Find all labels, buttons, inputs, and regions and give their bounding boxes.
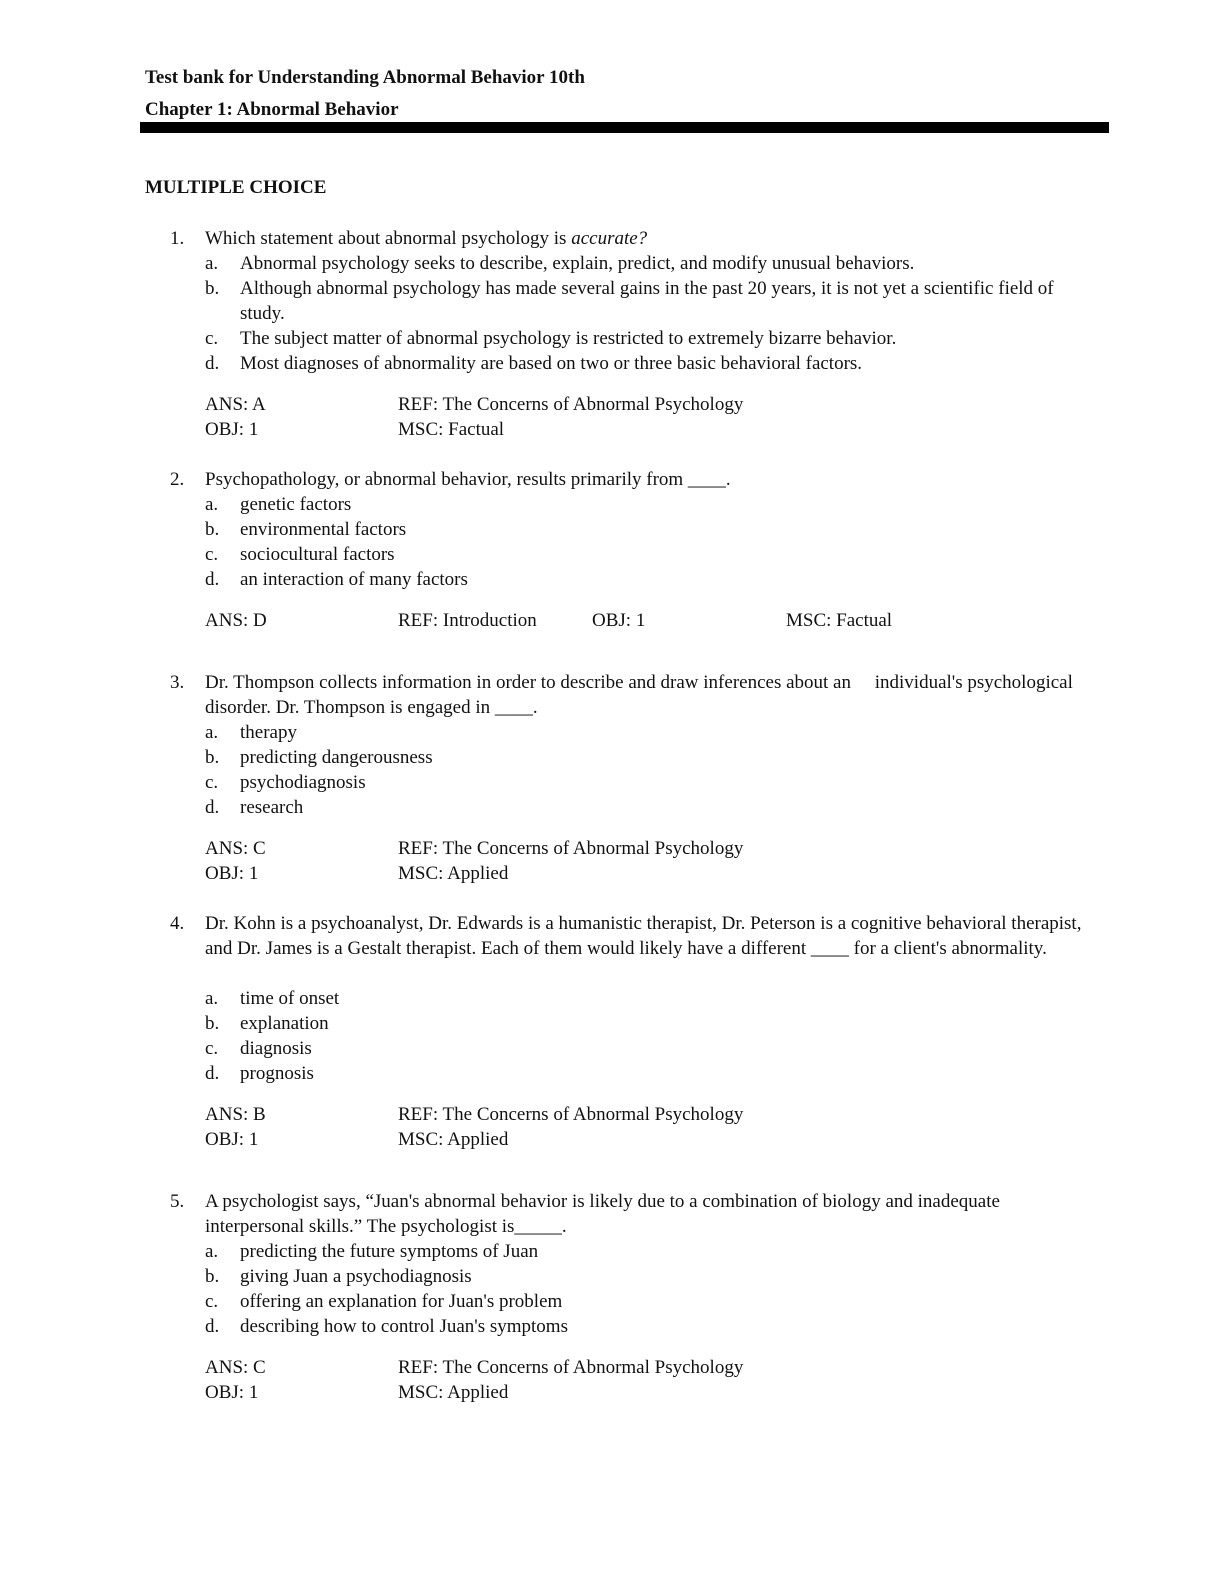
metadata-row bbox=[205, 836, 1085, 861]
answer-metadata bbox=[205, 836, 1085, 886]
reference: REF: The Concerns of Abnormal Psychology bbox=[398, 1104, 744, 1125]
answer-options bbox=[205, 1239, 1085, 1339]
question-type: MSC: Applied bbox=[398, 1129, 509, 1150]
option-text: Although abnormal psychology has made several gains in the past 20 years, it is not yet a scientific field of study. bbox=[240, 278, 1054, 324]
option-d bbox=[205, 795, 1085, 820]
objective: OBJ: 1 bbox=[205, 863, 259, 884]
answer-metadata bbox=[205, 608, 1085, 633]
option-a bbox=[205, 492, 1085, 517]
option-b bbox=[205, 517, 1085, 542]
option-letter: c. bbox=[205, 1291, 219, 1312]
option-letter: c. bbox=[205, 1038, 219, 1059]
option-text: explanation bbox=[240, 1013, 329, 1034]
option-d bbox=[205, 567, 1085, 592]
option-letter: a. bbox=[205, 1241, 219, 1262]
question-stem: Dr. Thompson collects information in order to describe and draw inferences about an individual's psychological disorder. Dr. Thompson is engaged in ____. bbox=[205, 672, 1078, 718]
question-stem: Dr. Kohn is a psychoanalyst, Dr. Edwards is a humanistic therapist, Dr. Peterson is a cognitive behavioral therapist, and Dr. James is a Gestalt therapist. Each of them would likely have a different ____ for a client's abnormality. bbox=[205, 913, 1082, 959]
answer-options bbox=[205, 492, 1085, 592]
option-letter: b. bbox=[205, 1266, 220, 1287]
section-heading: MULTIPLE CHOICE bbox=[145, 177, 327, 198]
option-text: prognosis bbox=[240, 1063, 314, 1084]
option-c bbox=[205, 542, 1085, 567]
question-stem-emphasis: accurate? bbox=[571, 228, 648, 249]
option-text: Abnormal psychology seeks to describe, explain, predict, and modify unusual behaviors. bbox=[240, 253, 915, 274]
answer-metadata bbox=[205, 1102, 1085, 1152]
option-b bbox=[205, 276, 1085, 326]
option-text: research bbox=[240, 797, 304, 818]
objective: OBJ: 1 bbox=[205, 419, 259, 440]
reference: REF: The Concerns of Abnormal Psychology bbox=[398, 838, 744, 859]
option-letter: b. bbox=[205, 1013, 220, 1034]
option-text: an interaction of many factors bbox=[240, 569, 468, 590]
option-text: psychodiagnosis bbox=[240, 772, 366, 793]
option-letter: a. bbox=[205, 253, 219, 274]
option-d bbox=[205, 1061, 1085, 1086]
option-c bbox=[205, 1289, 1085, 1314]
metadata-row bbox=[205, 1127, 1085, 1152]
option-c bbox=[205, 770, 1085, 795]
question-stem-text: Which statement about abnormal psychology is bbox=[205, 228, 572, 249]
answer-key: ANS: D bbox=[205, 610, 267, 631]
option-letter: d. bbox=[205, 569, 220, 590]
option-b bbox=[205, 1264, 1085, 1289]
option-d bbox=[205, 351, 1085, 376]
option-text: therapy bbox=[240, 722, 297, 743]
option-letter: c. bbox=[205, 544, 219, 565]
question-type: MSC: Factual bbox=[786, 610, 893, 631]
option-a bbox=[205, 251, 1085, 276]
option-text: predicting dangerousness bbox=[240, 747, 433, 768]
answer-key: ANS: C bbox=[205, 838, 266, 859]
question-number: 5. bbox=[170, 1191, 185, 1212]
title-divider bbox=[140, 122, 1109, 133]
option-text: time of onset bbox=[240, 988, 340, 1009]
metadata-row bbox=[205, 417, 1085, 442]
question-number: 1. bbox=[170, 228, 185, 249]
option-letter: a. bbox=[205, 494, 219, 515]
answer-metadata bbox=[205, 392, 1085, 442]
option-text: offering an explanation for Juan's problem bbox=[240, 1291, 563, 1312]
option-text: describing how to control Juan's symptoms bbox=[240, 1316, 568, 1337]
option-b bbox=[205, 745, 1085, 770]
reference: REF: The Concerns of Abnormal Psychology bbox=[398, 394, 744, 415]
option-letter: c. bbox=[205, 772, 219, 793]
option-letter: d. bbox=[205, 1316, 220, 1337]
option-text: Most diagnoses of abnormality are based on two or three basic behavioral factors. bbox=[240, 353, 863, 374]
answer-key: ANS: B bbox=[205, 1104, 266, 1125]
question-number: 3. bbox=[170, 672, 185, 693]
option-b bbox=[205, 1011, 1085, 1036]
option-a bbox=[205, 720, 1085, 745]
question-type: MSC: Applied bbox=[398, 863, 509, 884]
question-stem: Psychopathology, or abnormal behavior, results primarily from ____. bbox=[205, 469, 731, 490]
option-d bbox=[205, 1314, 1085, 1339]
question-stem: A psychologist says, “Juan's abnormal behavior is likely due to a combination of biology and inadequate interpersonal skills.” The psychologist is_____. bbox=[205, 1191, 1000, 1237]
option-letter: b. bbox=[205, 278, 220, 299]
reference: REF: The Concerns of Abnormal Psychology bbox=[398, 1357, 744, 1378]
answer-key: ANS: A bbox=[205, 394, 266, 415]
option-text: giving Juan a psychodiagnosis bbox=[240, 1266, 472, 1287]
option-letter: b. bbox=[205, 747, 220, 768]
metadata-row bbox=[205, 392, 1085, 417]
metadata-row bbox=[205, 1355, 1085, 1380]
option-letter: a. bbox=[205, 988, 219, 1009]
option-text: sociocultural factors bbox=[240, 544, 395, 565]
metadata-row bbox=[205, 608, 1085, 633]
answer-options bbox=[205, 251, 1085, 376]
option-text: predicting the future symptoms of Juan bbox=[240, 1241, 539, 1262]
option-text: diagnosis bbox=[240, 1038, 312, 1059]
question-number: 2. bbox=[170, 469, 185, 490]
option-letter: d. bbox=[205, 797, 220, 818]
chapter-title: Chapter 1: Abnormal Behavior bbox=[145, 99, 399, 120]
metadata-row bbox=[205, 1380, 1085, 1405]
option-letter: d. bbox=[205, 1063, 220, 1084]
answer-options bbox=[205, 986, 1085, 1086]
metadata-row bbox=[205, 861, 1085, 886]
option-c bbox=[205, 1036, 1085, 1061]
option-letter: a. bbox=[205, 722, 219, 743]
option-letter: b. bbox=[205, 519, 220, 540]
question-number: 4. bbox=[170, 913, 185, 934]
objective: OBJ: 1 bbox=[205, 1382, 259, 1403]
objective: OBJ: 1 bbox=[205, 1129, 259, 1150]
option-a bbox=[205, 1239, 1085, 1264]
question-type: MSC: Applied bbox=[398, 1382, 509, 1403]
option-c bbox=[205, 326, 1085, 351]
answer-metadata bbox=[205, 1355, 1085, 1405]
option-text: genetic factors bbox=[240, 494, 352, 515]
objective: OBJ: 1 bbox=[592, 610, 646, 631]
option-a bbox=[205, 986, 1085, 1011]
option-text: The subject matter of abnormal psychology is restricted to extremely bizarre behavior. bbox=[240, 328, 897, 349]
option-text: environmental factors bbox=[240, 519, 407, 540]
question-stem bbox=[205, 226, 1085, 251]
option-letter: c. bbox=[205, 328, 219, 349]
metadata-row bbox=[205, 1102, 1085, 1127]
document-title: Test bank for Understanding Abnormal Behavior 10th bbox=[145, 67, 585, 88]
reference: REF: Introduction bbox=[398, 610, 537, 631]
option-letter: d. bbox=[205, 353, 220, 374]
question-type: MSC: Factual bbox=[398, 419, 505, 440]
answer-options bbox=[205, 720, 1085, 820]
answer-key: ANS: C bbox=[205, 1357, 266, 1378]
